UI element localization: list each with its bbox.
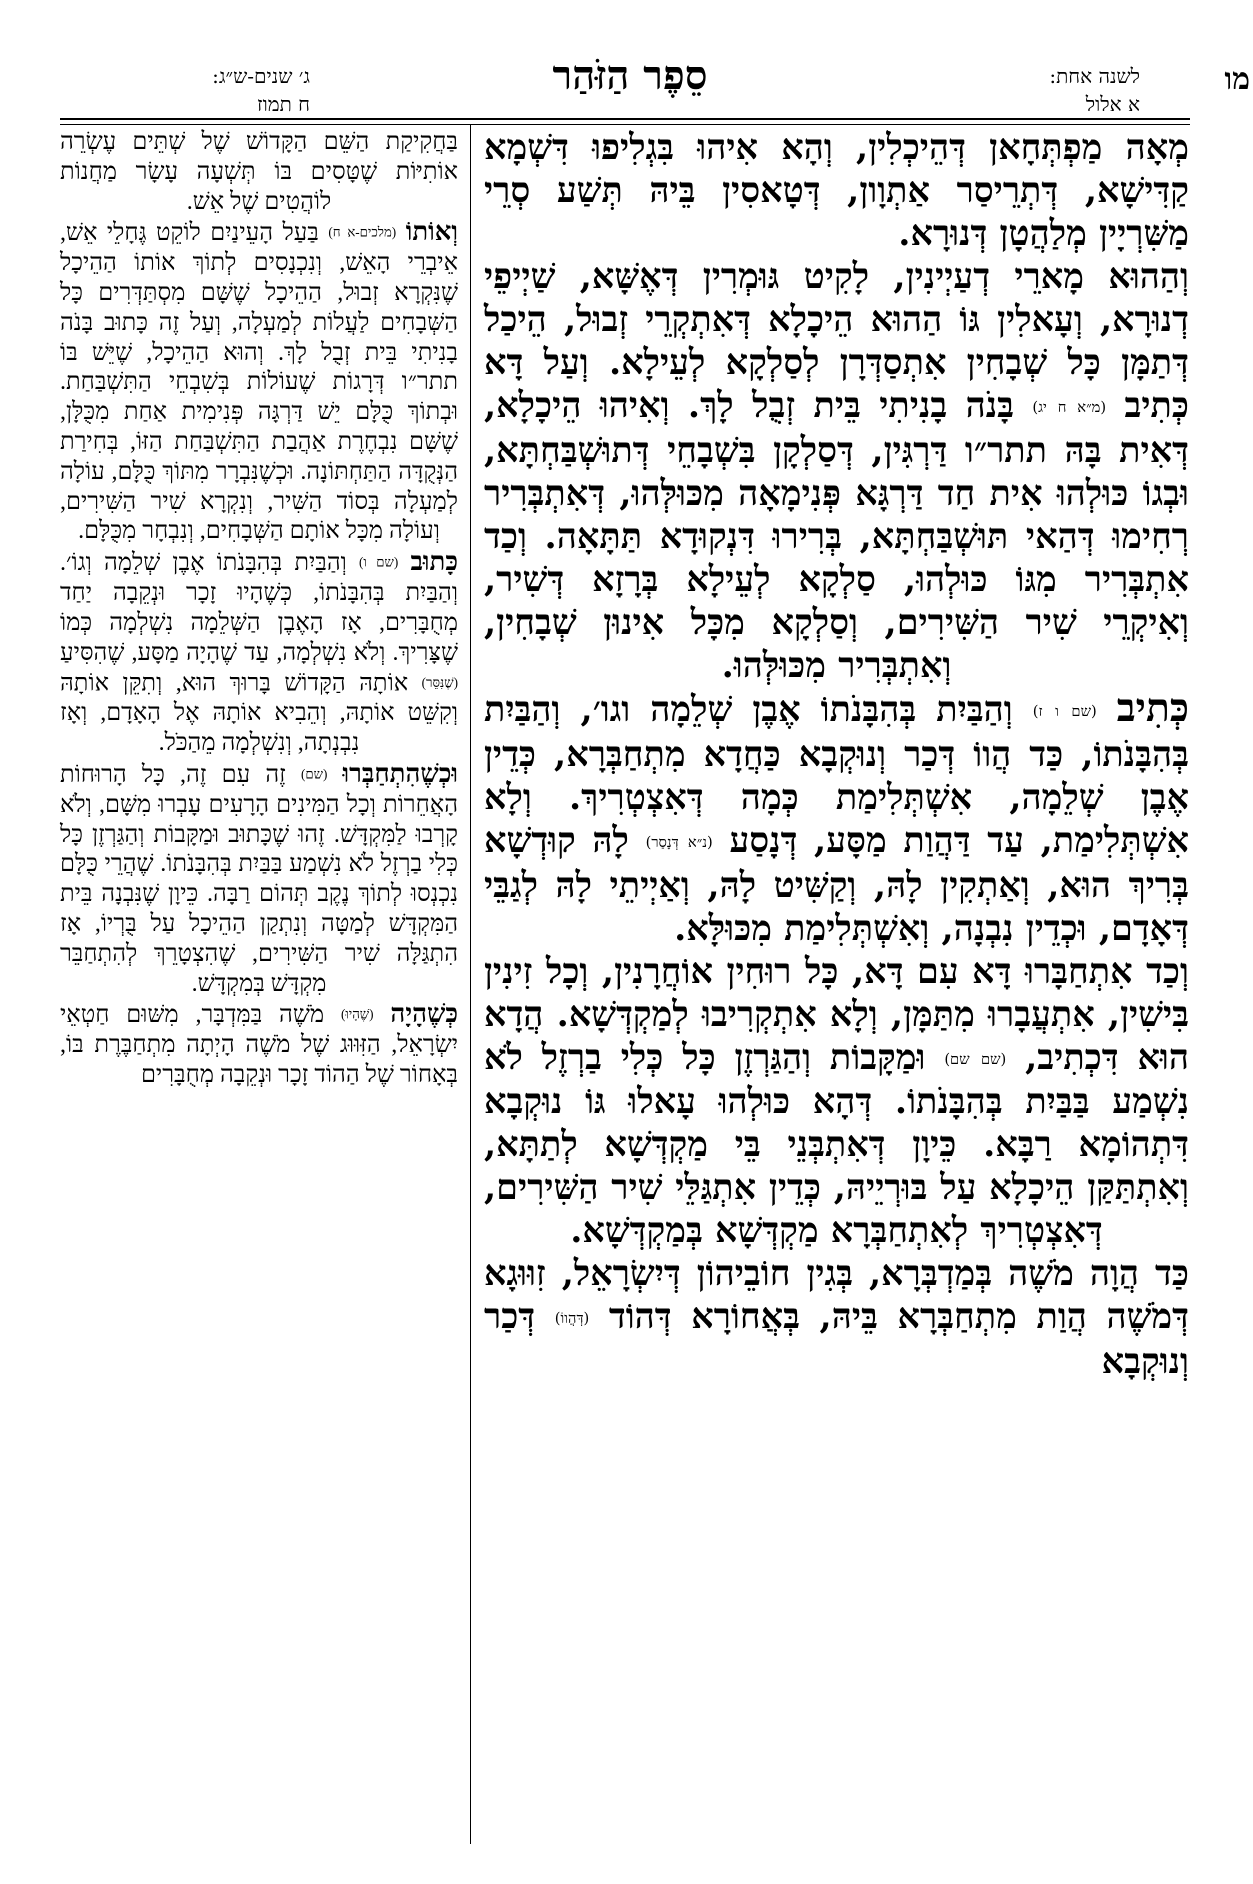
hebrew-paragraph [60, 128, 458, 217]
verse-reference: (מלכים-א ח) [328, 225, 397, 241]
paragraph-text: וְהַבַּיִת בְּהִבָּנֹתוֹ אֶבֶן שְׁלֵמָה וגו׳, וְהַבַּיִת בְּהִבָּנֹתוֹ, כַּד הֲווֹ דְּכַר וְנוּקְבָא כַּחֲדָא מִתְחַבְּרָא, כְּדֵין אֶבֶן שְׁלֵמָה, אִשְׁתְּלִימַת כְּמָה דְּאִצְטְרִיךְ. וְלָא אִשְׁתְּלִימַת, עַד דַּהֲוַת מַסָּע, דְּנָסַע [484, 688, 1190, 861]
header-left-line2: ח תמוז [257, 92, 310, 116]
aramaic-paragraph [484, 1252, 1189, 1383]
paragraph-text: בָּנֹה בָנִיתִי בֵּית זְבֻל לָךְ. וְאִיהוּ הֵיכָלָא, דְּאִית בָּהּ תתר״ו דַּרְגִּין, דְּסַלְקָן בִּשְׁבָחֵי דְּתוּשְׁבַּחְתָּא, וּבְגוֹ כּוּלְהוּ אִית חַד דַּרְגָּא פְּנִימָאָה מִכּוּלְּהוּ, דְּאִתְבְּרִיר רְחִימוּ דְּהַאי תּוּשְׁבַּחְתָּא, בְּרִירוּ דִּנְקוּדָא תַּתָּאָה. וְכַד אִתְבְּרִיר מִגּוֹ כּוּלְהוּ, סַלְקָא לְעֵילָא בְּרָזָא דְּשִׁיר, וְאִיקְרֵי שִׁיר הַשִּׁירִים, וְסַלְקָא מִכָּל אִינוּן שְׁבָחִין, וְאִתְבְּרִיר מִכּוּלְּהוּ. [484, 385, 1189, 686]
header-left-block [60, 62, 310, 118]
paragraph-text: כַּד הֲוָה מֹשֶׁה בְּמַדְבְּרָא, בְּגִין חוֹבֵיהוֹן דְּיִשְׂרָאֵל, זִוּוּגָא דְּמֹשֶׁה הֲוַת מִתְחַבְּרָא בֵּיהּ, בְּאֲחוֹרָא דְּהוֹד [484, 1253, 1190, 1338]
paragraph-text: מְאָה מַפְתְּחָאן דְּהֵיכְלִין, וְהָא אִיהוּ בִּגְלִיפוּ דִּשְׁמָא קַדִּישָׁא, דְּתְרֵיסַר אַתְוָון, דְּטָאסִין בֵּיהּ תְּשַׁע סְרֵי מַשִּׁרְיָין מְלַהֲטָן דְּנוּרָא. [484, 127, 1189, 254]
verse-reference: (שם ו ז) [1032, 702, 1097, 720]
header-right-line2: א אלול [1085, 92, 1140, 116]
paragraph-lead-word: וְאוֹתוֹ [405, 217, 459, 247]
page-title: סֵפֶר הַזֹּהַר [552, 52, 708, 99]
paragraph-text: אוֹתָהּ הַקָּדוֹשׁ בָּרוּךְ הוּא, וְתִקֵּן אוֹתָהּ וְקִשֵּׁט אוֹתָהּ, וְהֵבִיא אוֹתָהּ אֶל הָאָדָם, וְאָז נִבְנְתָה, וְנִשְׁלְמָה מֵהַכֹּל. [60, 670, 458, 757]
paragraph-text: וְהַהוּא מָארֵי דְעַיְינִין, לָקִיט גּוּמְרִין דְּאֶשָּׁא, שַׁיְיפֵי דְנוּרָא, וְעָאלִין גּוֹ הַהוּא הֵיכָלָא דְּאִתְקְרֵי זְבוּל, הֵיכַל דְּתַמָּן כָּל שְׁבָחִין אִתְסַדְּרָן לְסַלְקָא לְעֵילָא. וְעַל דָּא כְּתִיב [484, 256, 1190, 426]
paragraph-text: לָהּ קוּדְשָׁא בְּרִיךְ הוּא, וְאַתְקִין לָהּ, וְקַשִּׁיט לָהּ, וְאַיְיתֵי לָהּ לְגַבֵּי דְּאָדָם, וּכְדֵין נִבְנָה, וְאִשְׁתְּלִימַת מִכּוּלָּא. [484, 819, 1189, 949]
paragraph-lead-word: כְּתִיב [1116, 684, 1189, 731]
variant-reading: (נ״א דְּנָסַר) [645, 833, 713, 851]
paragraph-text: בַּעַל הָעֵינַיִם לוֹקֵט גֶּחָלֵי אֵשׁ, אֵיבְרֵי הָאֵשׁ, וְנִכְנָסִים לְתוֹךְ אוֹתוֹ הַהֵיכָל שֶׁנִּקְרָא זְבוּל, הַהֵיכָל שֶׁשָּׁם מִסְתַּדְּרִים כָּל הַשְּׁבָחִים לַעֲלוֹת לְמַעְלָה, וְעַל זֶה כָּתוּב [60, 220, 459, 336]
paragraph-text: בַּחֲקִיקַת הַשֵּׁם הַקָּדוֹשׁ שֶׁל שְׁתֵּים עֶשְׂרֵה אוֹתִיּוֹת שֶׁטָּסִים בּוֹ תְּשְׁעָה עָשָׂר מַחֲנוֹת לוֹהֲטִים שֶׁל אֵשׁ. [60, 129, 458, 215]
paragraph-text: וּמַקָּבוֹת וְהַגַּרְזֶן כָּל כְּלִי בַרְזֶל לֹא נִשְׁמַע בַּבַּיִת בְּהִבָּנֹתוֹ. שֶׁהֲרֵי כֻּלָּם נִכְנְסוּ לְתוֹךְ נֶקֶב תְּהוֹם רַבָּה. כֵּיוָן שֶׁנִּבְנָה בֵּית הַמִּקְדָּשׁ לְמַטָּה וְנִתְקַן הַהֵיכָל עַל בֻּרְיוֹ, אָז הִתְגַּלָּה שִׁיר הַשִּׁירִים, שֶׁהִצְטָרֵךְ לְהִתְחַבֵּר מִקְדָּשׁ בְּמִקְדָּשׁ. [60, 821, 458, 997]
aramaic-paragraph [484, 126, 1189, 255]
page-number: מו [1224, 62, 1250, 97]
header-right-line1: לשנה אחת: [1049, 64, 1140, 88]
aramaic-paragraph [484, 684, 1190, 950]
verse-reference: (מ״א ח יג) [1032, 398, 1107, 416]
paragraph-text: בָּנֹה בָנִיתִי בֵּית זְבֻל לָךְ. וְהוּא הַהֵיכָל, שֶׁיֵּשׁ בּוֹ תתר״ו דְּרָגוֹת שֶׁעוֹלוֹת בְּשִׁבְחֵי הַתִּשְׁבַּחַת. וּבְתוֹךְ כֻּלָּם יֵשׁ דַּרְגָּה פְּנִימִית אַחַת מִכֻּלָּן, שֶׁשָּׁם נִבְחֶרֶת אַהֲבַת הַתִּשְׁבַּחַת הַזּוֹ, בְּחִירַת הַנְּקֻדָּה הַתַּחְתּוֹנָה. וּכְשֶׁנִּבְרָר מִתּוֹךְ כֻּלָּם, עוֹלָה לְמַעְלָה בְּסוֹד הַשִּׁיר, וְנִקְרָא שִׁיר הַשִּׁירִים, וְעוֹלָה מִכָּל אוֹתָם הַשְּׁבָחִים, וְנִבְחָר מִכֻּלָּם. [60, 309, 458, 545]
aramaic-paragraph [484, 950, 1189, 1253]
hebrew-paragraph [60, 217, 458, 547]
paragraph-text: זֶה עִם זֶה, כָּל הָרוּחוֹת הָאֲחֵרוֹת וְכָל הַמִּינִים הָרָעִים עָבְרוּ מִשָּׁם, וְלֹא קָרְבוּ לַמִּקְדָּשׁ. זֶהוּ שֶׁכָּתוּב [60, 762, 459, 848]
paragraph-text: דְּכַר וְנוּקְבָא [484, 1296, 1189, 1383]
hebrew-column [60, 128, 458, 1091]
paragraph-text: וְהַבַּיִת בְּהִבָּנֹתוֹ אֶבֶן שְׁלֵמָה וְגוֹ׳. וְהַבַּיִת בְּהִבָּנֹתוֹ, כְּשֶׁהָיוּ זָכָר וּנְקֵבָה יַחַד מְחֻבָּרִים, אָז הָאֶבֶן הַשְּׁלֵמָה נִשְׁלְמָה כְּמוֹ שֶׁצָּרִיךְ. וְלֹא נִשְׁלְמָה, עַד שֶׁהָיָה מַסָּע, שֶׁהִסִּיעַ [60, 550, 458, 666]
verse-reference: (שֶׁהָיוּ) [340, 1007, 374, 1023]
paragraph-lead-word: כָּתוּב [410, 547, 459, 577]
paragraph-text: זָכָר וּנְקֵבָה מְחֻבָּרִים [140, 1062, 309, 1088]
paragraph-lead-word: וּכְשֶׁהִתְחַבְּרוּ [342, 759, 459, 789]
header-rule-thick [60, 118, 1190, 120]
header-rule-thin [60, 124, 1190, 125]
hebrew-paragraph [60, 999, 458, 1090]
paragraph-text: מֹשֶׁה בַּמִּדְבָּר, מִשּׁוּם חַטְאֵי יִשְׂרָאֵל, הַזִּוּוּג שֶׁל מֹשֶׁה הָיְתָה מִתְחַבֶּרֶת בּוֹ, בְּאָחוֹר שֶׁל הַהוֹד [60, 1002, 458, 1088]
verse-reference: (דְּהֲווֹ) [554, 1310, 590, 1328]
header-left-line1: ג׳ שנים-ש״ג: [212, 64, 310, 88]
variant-reading: (שֶׁנִּסֵּר) [421, 675, 459, 691]
paragraph-text: וּמַקָּבוֹת וְהַגַּרְזֶן כָּל כְּלִי בַרְזֶל לֹא נִשְׁמַע בַּבַּיִת בְּהִבָּנֹתוֹ. דְּהָא כּוּלְהוּ עָאלוּ גּוֹ נוּקְבָא דִּתְהוֹמָא רַבָּא. כֵּיוָן דְּאִתְבְּנֵי בֵּי מַקְדְּשָׁא לְתַתָּא, וְאִתְתַּקַּן הֵיכָלָא עַל בּוּרְיֵיהּ, כְּדֵין אִתְגַּלֵּי שִׁיר הַשִּׁירִים, דְּאִצְטְרִיךְ לְאִתְחַבְּרָא מַקְדְּשָׁא בְּמַקְדְּשָׁא. [484, 1036, 1189, 1252]
header-right-block [970, 62, 1140, 118]
verse-reference: (שם ו) [359, 554, 399, 570]
verse-reference: (שם שם) [944, 1050, 1007, 1068]
aramaic-column [484, 126, 1189, 1383]
verse-reference: (שם) [300, 766, 328, 782]
paragraph-lead-word: כְּשֶׁהָיָה [390, 999, 459, 1029]
paragraph-text: וְכַד אִתְחַבָּרוּ דָּא עִם דָּא, כָּל רוּחִין אוֹחֲרָנִין, וְכָל זִינִין בִּישִׁין, אִתְעֲבָרוּ מִתַּמָּן, וְלָא אִתְקְרִיבוּ לְמַקְדְּשָׁא. הֲדָא הוּא דִּכְתִיב, [484, 950, 1190, 1078]
hebrew-paragraph [60, 547, 458, 759]
column-divider [470, 124, 471, 1844]
hebrew-paragraph [60, 759, 458, 999]
aramaic-paragraph [484, 255, 1189, 687]
